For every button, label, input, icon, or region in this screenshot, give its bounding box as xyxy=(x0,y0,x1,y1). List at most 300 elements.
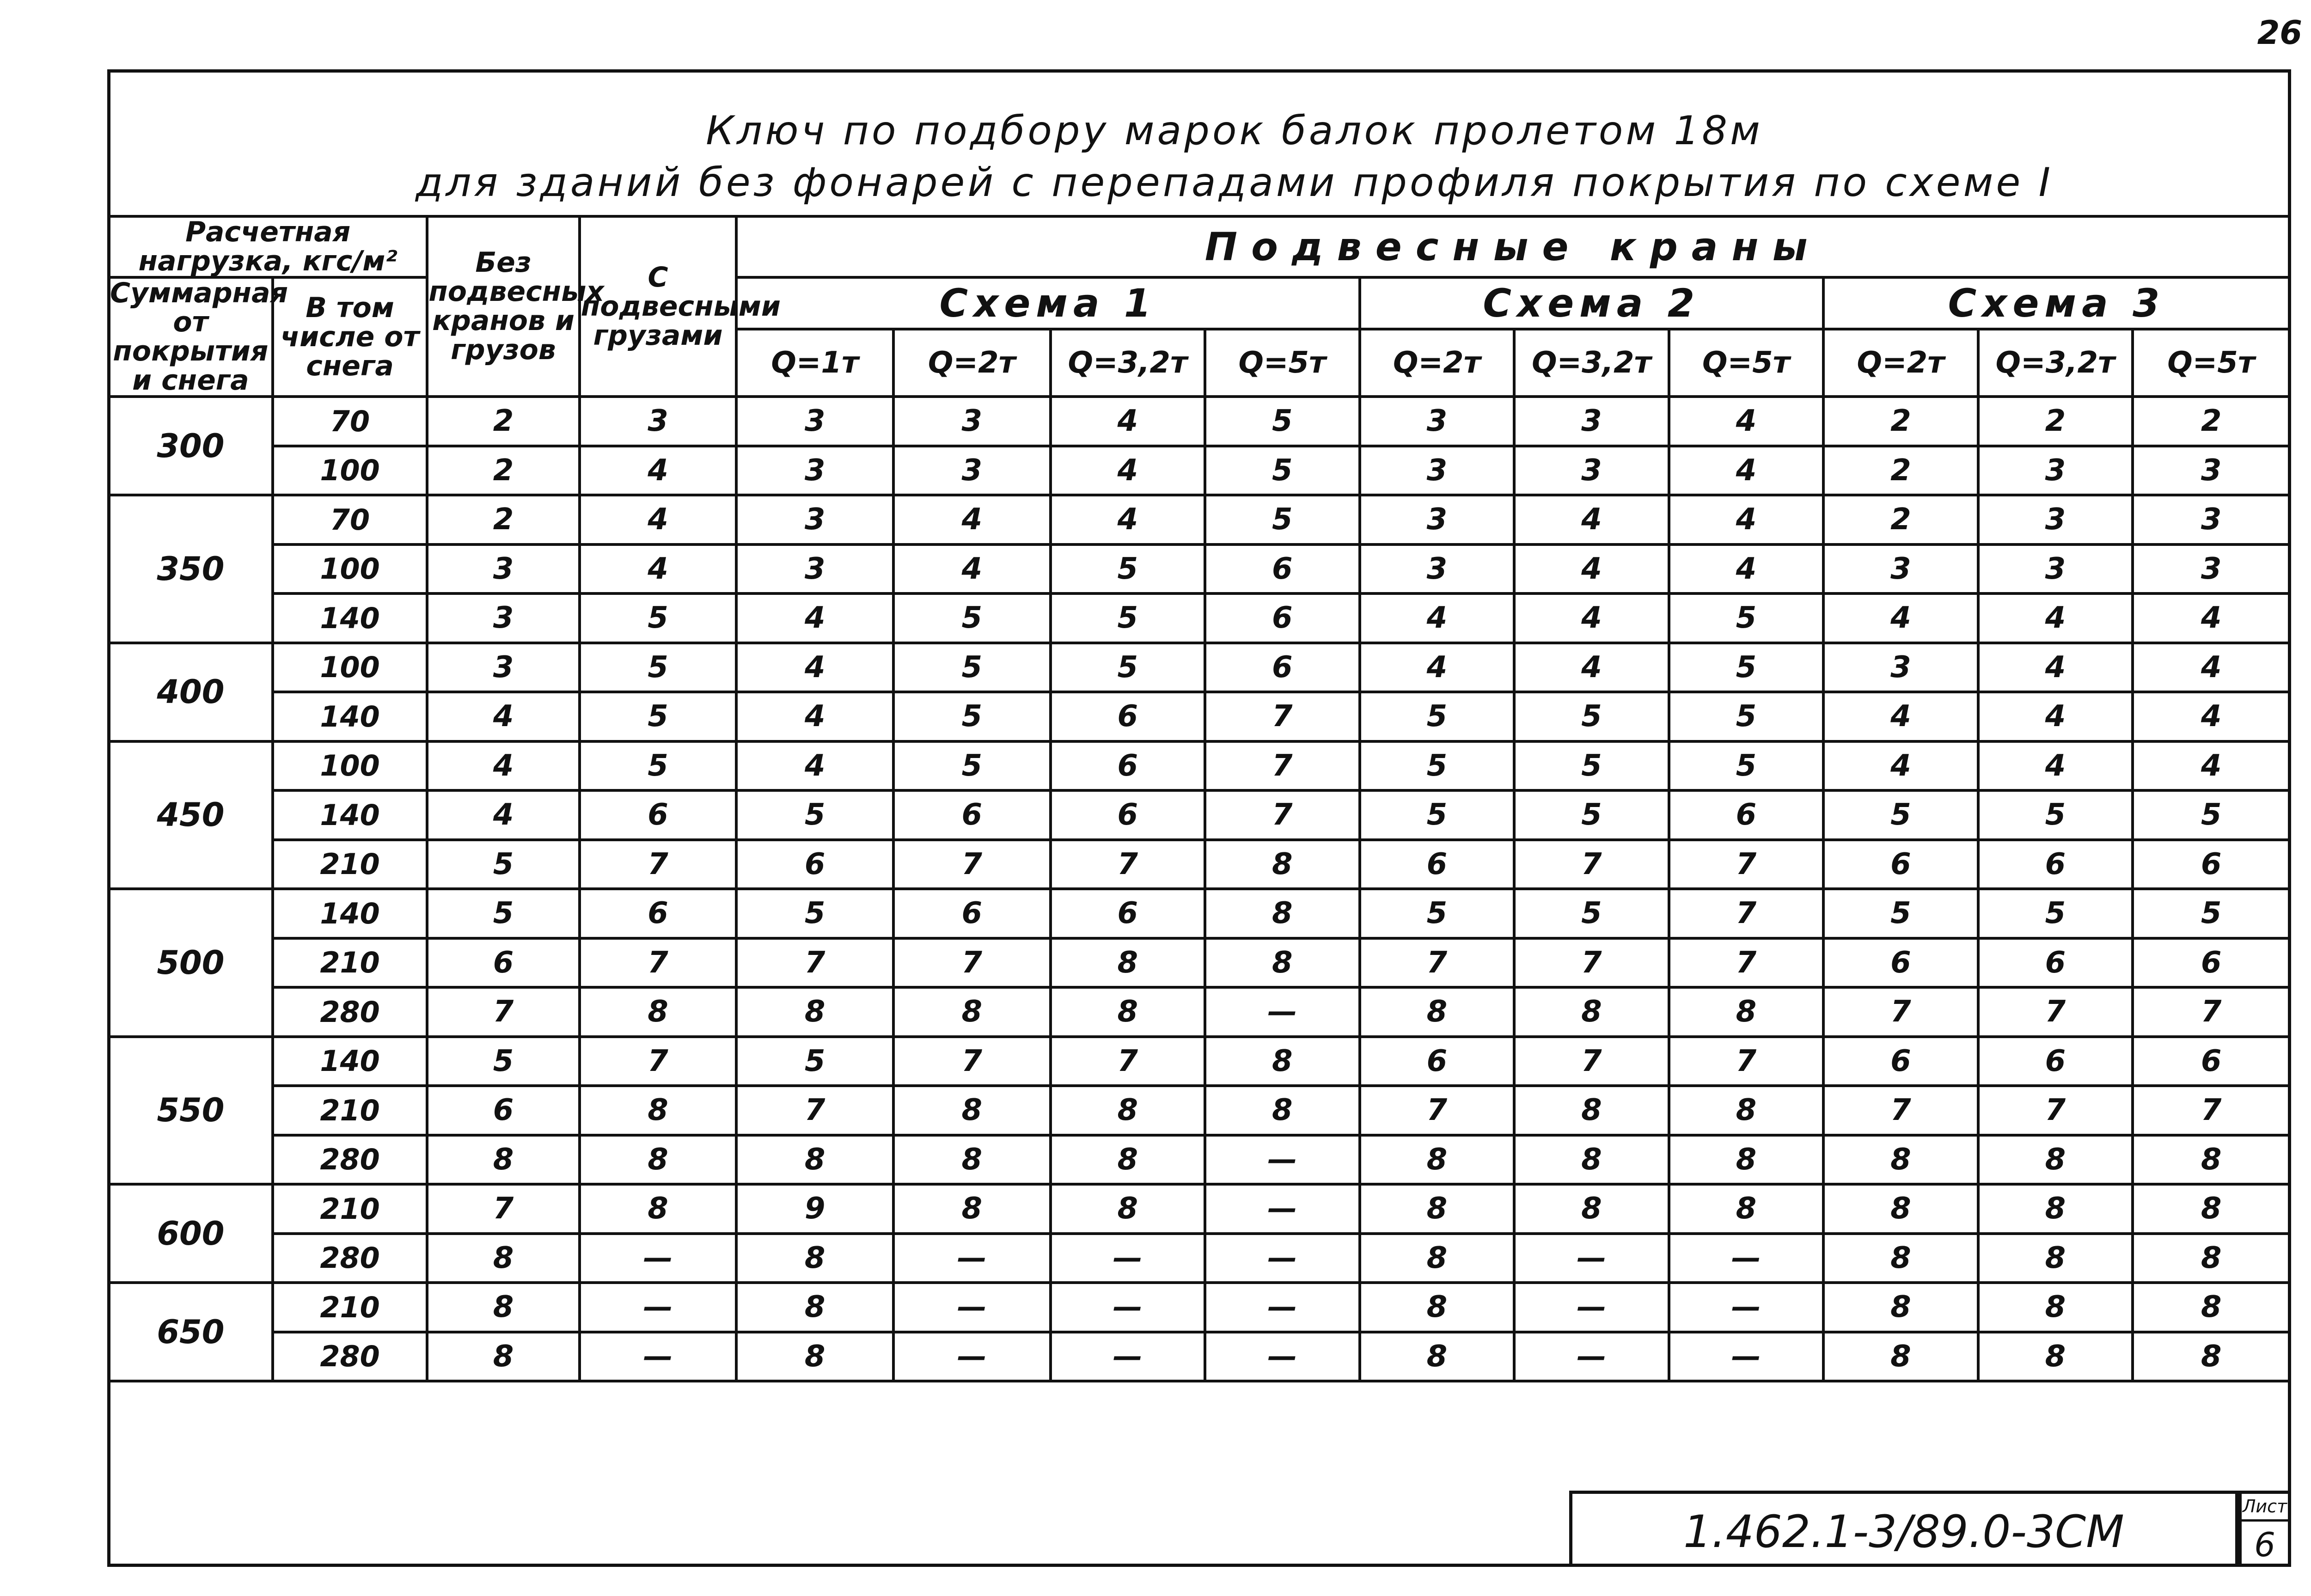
beam-grade-cell: 5 xyxy=(1051,544,1205,594)
beam-grade-cell: 4 xyxy=(1669,544,1824,594)
beam-grade-cell: 4 xyxy=(736,692,893,741)
beam-grade-cell: 6 xyxy=(1823,1037,1978,1086)
table-row xyxy=(109,741,2290,791)
snow-load-cell: 280 xyxy=(273,1234,428,1283)
total-load-cell: 400 xyxy=(109,643,273,741)
beam-grade-cell: 8 xyxy=(580,1135,737,1185)
beam-grade-cell: 5 xyxy=(1360,889,1515,938)
beam-grade-cell: 5 xyxy=(1514,741,1669,791)
beam-grade-cell: 8 xyxy=(1205,840,1360,889)
beam-grade-cell: 8 xyxy=(427,1332,579,1382)
table-row xyxy=(109,1184,2290,1234)
table-row xyxy=(109,692,2290,741)
beam-grade-cell: 5 xyxy=(893,593,1051,643)
header-design-load: Расчетная нагрузка, кгс/м² xyxy=(109,216,427,277)
total-load-cell: 550 xyxy=(109,1037,273,1185)
snow-load-cell: 70 xyxy=(273,495,428,544)
beam-grade-cell: 4 xyxy=(1514,643,1669,692)
beam-grade-cell: 6 xyxy=(1360,1037,1515,1086)
beam-grade-cell: 2 xyxy=(427,446,579,495)
table-row xyxy=(109,889,2290,938)
beam-grade-cell: 6 xyxy=(1205,643,1360,692)
beam-grade-cell: 5 xyxy=(1669,741,1824,791)
beam-grade-cell: — xyxy=(1514,1234,1669,1283)
beam-grade-cell: 5 xyxy=(427,1037,579,1086)
beam-grade-cell: 8 xyxy=(1669,1184,1824,1234)
beam-grade-cell: 2 xyxy=(1978,397,2133,446)
beam-grade-cell: 4 xyxy=(580,544,737,594)
beam-grade-cell: 6 xyxy=(1051,790,1205,840)
beam-grade-cell: 4 xyxy=(736,741,893,791)
beam-grade-cell: 8 xyxy=(1978,1234,2133,1283)
beam-grade-cell: 3 xyxy=(580,397,737,446)
beam-grade-cell: 2 xyxy=(427,495,579,544)
beam-grade-cell: 8 xyxy=(736,1332,893,1382)
beam-grade-cell: 8 xyxy=(2133,1283,2290,1332)
beam-grade-cell: — xyxy=(893,1283,1051,1332)
beam-grade-cell: 8 xyxy=(736,987,893,1037)
beam-grade-cell: 8 xyxy=(2133,1135,2290,1185)
beam-grade-cell: 4 xyxy=(1514,593,1669,643)
title-line-1: Ключ по подбору марок балок пролетом 18м xyxy=(706,108,1763,154)
beam-grade-cell: 5 xyxy=(427,840,579,889)
beam-grade-cell: 9 xyxy=(736,1184,893,1234)
beam-grade-cell: 4 xyxy=(427,790,579,840)
snow-load-cell: 140 xyxy=(273,692,428,741)
beam-grade-cell: 4 xyxy=(2133,643,2290,692)
beam-grade-cell: 8 xyxy=(1051,938,1205,988)
beam-grade-cell: 6 xyxy=(1051,692,1205,741)
table-row xyxy=(109,1086,2290,1135)
beam-grade-cell: 7 xyxy=(893,1037,1051,1086)
beam-grade-cell: 7 xyxy=(427,1184,579,1234)
beam-grade-cell: — xyxy=(893,1234,1051,1283)
beam-grade-cell: 7 xyxy=(580,840,737,889)
beam-grade-cell: 5 xyxy=(580,593,737,643)
beam-grade-cell: 7 xyxy=(1514,938,1669,988)
beam-grade-cell: — xyxy=(580,1332,737,1382)
beam-grade-cell: 3 xyxy=(1360,544,1515,594)
beam-grade-cell: 3 xyxy=(1360,397,1515,446)
beam-selection-table xyxy=(107,215,2291,1382)
total-load-cell: 350 xyxy=(109,495,273,643)
beam-grade-cell: 8 xyxy=(427,1283,579,1332)
snow-load-cell: 100 xyxy=(273,643,428,692)
beam-grade-cell: 5 xyxy=(1978,790,2133,840)
beam-grade-cell: 8 xyxy=(893,1086,1051,1135)
beam-grade-cell: 7 xyxy=(1514,840,1669,889)
beam-grade-cell: 7 xyxy=(1205,790,1360,840)
table-row xyxy=(109,938,2290,988)
snow-load-cell: 280 xyxy=(273,1332,428,1382)
total-load-cell: 500 xyxy=(109,889,273,1037)
table-row xyxy=(109,397,2290,446)
header-scheme-3: Схема 3 xyxy=(1823,277,2290,329)
header-scheme-2: Схема 2 xyxy=(1360,277,1824,329)
beam-grade-cell: 8 xyxy=(1669,1135,1824,1185)
table-row xyxy=(109,1234,2290,1283)
beam-grade-cell: 4 xyxy=(1360,643,1515,692)
title-line-2: для зданий без фонарей с перепадами профиля покрытия по схеме I xyxy=(416,159,2053,206)
beam-grade-cell: 3 xyxy=(427,593,579,643)
beam-grade-cell: 8 xyxy=(1205,889,1360,938)
header-incl-snow: В том числе от снега xyxy=(273,277,428,397)
beam-grade-cell: 8 xyxy=(1669,1086,1824,1135)
beam-grade-cell: 4 xyxy=(736,593,893,643)
beam-grade-cell: 4 xyxy=(1978,692,2133,741)
table-row xyxy=(109,544,2290,594)
beam-grade-cell: 8 xyxy=(893,987,1051,1037)
snow-load-cell: 210 xyxy=(273,1086,428,1135)
beam-grade-cell: 5 xyxy=(1051,643,1205,692)
table-row xyxy=(109,790,2290,840)
header-capacity-s3-1: Q=3,2т xyxy=(1978,329,2133,397)
beam-grade-cell: — xyxy=(1205,1234,1360,1283)
beam-grade-cell: 7 xyxy=(1205,692,1360,741)
snow-load-cell: 210 xyxy=(273,938,428,988)
beam-grade-cell: 6 xyxy=(1051,741,1205,791)
beam-grade-cell: 6 xyxy=(2133,840,2290,889)
table-row xyxy=(109,643,2290,692)
beam-grade-cell: 8 xyxy=(1051,1086,1205,1135)
beam-grade-cell: 5 xyxy=(580,643,737,692)
beam-grade-cell: 8 xyxy=(1978,1184,2133,1234)
beam-grade-cell: 5 xyxy=(1360,692,1515,741)
beam-grade-cell: 4 xyxy=(1051,495,1205,544)
beam-grade-cell: 5 xyxy=(736,790,893,840)
beam-grade-cell: 5 xyxy=(1205,495,1360,544)
beam-grade-cell: 7 xyxy=(1205,741,1360,791)
beam-grade-cell: 8 xyxy=(1205,938,1360,988)
beam-grade-cell: 8 xyxy=(1360,1234,1515,1283)
beam-grade-cell: 6 xyxy=(736,840,893,889)
beam-grade-cell: 3 xyxy=(736,446,893,495)
beam-grade-cell: 4 xyxy=(1823,593,1978,643)
beam-grade-cell: 4 xyxy=(1978,593,2133,643)
beam-grade-cell: 4 xyxy=(1823,741,1978,791)
beam-grade-cell: 5 xyxy=(1514,692,1669,741)
beam-grade-cell: 6 xyxy=(1823,938,1978,988)
beam-grade-cell: 5 xyxy=(1205,446,1360,495)
page-number: 26 xyxy=(2257,14,2302,52)
beam-grade-cell: 7 xyxy=(1823,1086,1978,1135)
beam-grade-cell: 8 xyxy=(2133,1234,2290,1283)
beam-grade-cell: 8 xyxy=(1205,1086,1360,1135)
beam-grade-cell: 5 xyxy=(893,741,1051,791)
header-with-loads: С подвесными грузами xyxy=(580,216,737,397)
beam-grade-cell: 8 xyxy=(1360,1332,1515,1382)
beam-grade-cell: 8 xyxy=(1360,987,1515,1037)
beam-grade-cell: 4 xyxy=(427,741,579,791)
beam-grade-cell: 8 xyxy=(1360,1135,1515,1185)
total-load-cell: 600 xyxy=(109,1184,273,1283)
sheet-label: Лист xyxy=(2242,1494,2288,1522)
snow-load-cell: 140 xyxy=(273,1037,428,1086)
beam-grade-cell: 5 xyxy=(1823,889,1978,938)
table-row xyxy=(109,1037,2290,1086)
snow-load-cell: 280 xyxy=(273,1135,428,1185)
page-title xyxy=(0,105,2311,209)
header-capacity-s1-1: Q=2т xyxy=(893,329,1051,397)
beam-grade-cell: 6 xyxy=(1205,544,1360,594)
beam-grade-cell: 6 xyxy=(580,889,737,938)
beam-grade-cell: 4 xyxy=(2133,741,2290,791)
beam-grade-cell: 8 xyxy=(580,987,737,1037)
beam-grade-cell: 8 xyxy=(1514,1086,1669,1135)
beam-grade-cell: 6 xyxy=(1823,840,1978,889)
beam-grade-cell: — xyxy=(1669,1283,1824,1332)
snow-load-cell: 210 xyxy=(273,1184,428,1234)
header-cranes: Подвесные краны xyxy=(736,216,2290,277)
beam-grade-cell: 8 xyxy=(1360,1184,1515,1234)
header-no-cranes: Без подвесных кранов и грузов xyxy=(427,216,579,397)
beam-grade-cell: 6 xyxy=(1051,889,1205,938)
beam-grade-cell: 7 xyxy=(736,1086,893,1135)
beam-grade-cell: 3 xyxy=(1823,544,1978,594)
beam-grade-cell: 6 xyxy=(1360,840,1515,889)
beam-grade-cell: 8 xyxy=(1823,1332,1978,1382)
beam-grade-cell: 3 xyxy=(1978,544,2133,594)
beam-grade-cell: 8 xyxy=(736,1135,893,1185)
total-load-cell: 650 xyxy=(109,1283,273,1381)
beam-grade-cell: 6 xyxy=(2133,938,2290,988)
beam-grade-cell: 5 xyxy=(893,692,1051,741)
beam-grade-cell: 7 xyxy=(1978,1086,2133,1135)
snow-load-cell: 100 xyxy=(273,446,428,495)
table-row xyxy=(109,1332,2290,1382)
snow-load-cell: 140 xyxy=(273,889,428,938)
beam-grade-cell: 7 xyxy=(1823,987,1978,1037)
beam-grade-cell: 4 xyxy=(1669,446,1824,495)
beam-grade-cell: 7 xyxy=(1514,1037,1669,1086)
beam-grade-cell: 8 xyxy=(1051,987,1205,1037)
beam-grade-cell: 5 xyxy=(1360,741,1515,791)
beam-grade-cell: 8 xyxy=(2133,1184,2290,1234)
beam-grade-cell: 8 xyxy=(1514,1135,1669,1185)
beam-grade-cell: 8 xyxy=(1051,1135,1205,1185)
beam-grade-cell: 2 xyxy=(2133,397,2290,446)
beam-grade-cell: 4 xyxy=(893,495,1051,544)
beam-grade-cell: 2 xyxy=(1823,495,1978,544)
beam-grade-cell: 8 xyxy=(1205,1037,1360,1086)
beam-grade-cell: 7 xyxy=(580,1037,737,1086)
beam-grade-cell: 3 xyxy=(1514,397,1669,446)
beam-grade-cell: 2 xyxy=(1823,397,1978,446)
beam-grade-cell: — xyxy=(1051,1234,1205,1283)
header-capacity-s1-2: Q=3,2т xyxy=(1051,329,1205,397)
table-row xyxy=(109,495,2290,544)
beam-grade-cell: 6 xyxy=(580,790,737,840)
header-capacity-s3-0: Q=2т xyxy=(1823,329,1978,397)
beam-grade-cell: 4 xyxy=(580,446,737,495)
beam-grade-cell: 4 xyxy=(1360,593,1515,643)
beam-grade-cell: 5 xyxy=(1514,889,1669,938)
beam-grade-cell: 8 xyxy=(427,1135,579,1185)
header-capacity-s1-0: Q=1т xyxy=(736,329,893,397)
total-load-cell: 450 xyxy=(109,741,273,889)
beam-grade-cell: 6 xyxy=(1669,790,1824,840)
beam-grade-cell: 7 xyxy=(1051,840,1205,889)
beam-grade-cell: 3 xyxy=(1514,446,1669,495)
beam-grade-cell: 8 xyxy=(1978,1332,2133,1382)
beam-grade-cell: 8 xyxy=(1823,1135,1978,1185)
beam-grade-cell: 5 xyxy=(1978,889,2133,938)
beam-grade-cell: 4 xyxy=(1514,544,1669,594)
beam-grade-cell: — xyxy=(1205,987,1360,1037)
beam-grade-cell: 4 xyxy=(1669,397,1824,446)
beam-grade-cell: 8 xyxy=(1978,1283,2133,1332)
beam-grade-cell: 4 xyxy=(2133,692,2290,741)
header-capacity-s2-2: Q=5т xyxy=(1669,329,1824,397)
beam-grade-cell: 2 xyxy=(1823,446,1978,495)
snow-load-cell: 210 xyxy=(273,840,428,889)
table-row xyxy=(109,446,2290,495)
beam-grade-cell: 4 xyxy=(1514,495,1669,544)
beam-grade-cell: — xyxy=(580,1234,737,1283)
snow-load-cell: 210 xyxy=(273,1283,428,1332)
beam-grade-cell: 8 xyxy=(1978,1135,2133,1185)
sheet-number: 6 xyxy=(2254,1525,2275,1564)
snow-load-cell: 70 xyxy=(273,397,428,446)
header-scheme-1: Схема 1 xyxy=(736,277,1359,329)
beam-grade-cell: 4 xyxy=(736,643,893,692)
header-capacity-s2-0: Q=2т xyxy=(1360,329,1515,397)
beam-grade-cell: 6 xyxy=(1978,938,2133,988)
beam-grade-cell: 6 xyxy=(427,938,579,988)
beam-grade-cell: 8 xyxy=(736,1234,893,1283)
beam-grade-cell: 3 xyxy=(2133,495,2290,544)
beam-grade-cell: 4 xyxy=(1669,495,1824,544)
beam-grade-cell: 5 xyxy=(1514,790,1669,840)
snow-load-cell: 140 xyxy=(273,790,428,840)
beam-grade-cell: 7 xyxy=(2133,987,2290,1037)
beam-grade-cell: 5 xyxy=(1360,790,1515,840)
beam-grade-cell: 8 xyxy=(736,1283,893,1332)
beam-grade-cell: 3 xyxy=(1360,446,1515,495)
beam-grade-cell: 7 xyxy=(2133,1086,2290,1135)
beam-grade-cell: 2 xyxy=(427,397,579,446)
beam-grade-cell: 7 xyxy=(1360,1086,1515,1135)
header-capacity-s1-3: Q=5т xyxy=(1205,329,1360,397)
beam-grade-cell: 4 xyxy=(893,544,1051,594)
beam-grade-cell: 3 xyxy=(736,544,893,594)
header-capacity-s2-1: Q=3,2т xyxy=(1514,329,1669,397)
beam-grade-cell: 5 xyxy=(1669,593,1824,643)
snow-load-cell: 280 xyxy=(273,987,428,1037)
beam-grade-cell: — xyxy=(1205,1283,1360,1332)
beam-grade-cell: 6 xyxy=(1205,593,1360,643)
sheet-box xyxy=(2238,1491,2291,1567)
beam-grade-cell: — xyxy=(1514,1283,1669,1332)
beam-grade-cell: 7 xyxy=(1669,1037,1824,1086)
beam-grade-cell: 7 xyxy=(1360,938,1515,988)
beam-grade-cell: 8 xyxy=(580,1184,737,1234)
beam-grade-cell: 8 xyxy=(1514,1184,1669,1234)
beam-grade-cell: 6 xyxy=(427,1086,579,1135)
beam-grade-cell: 5 xyxy=(580,692,737,741)
beam-grade-cell: 8 xyxy=(1823,1184,1978,1234)
beam-grade-cell: 4 xyxy=(2133,593,2290,643)
beam-grade-cell: 5 xyxy=(427,889,579,938)
table-row xyxy=(109,987,2290,1037)
beam-grade-cell: 8 xyxy=(1051,1184,1205,1234)
beam-grade-cell: 4 xyxy=(580,495,737,544)
beam-grade-cell: — xyxy=(1051,1332,1205,1382)
beam-grade-cell: 3 xyxy=(1978,495,2133,544)
table-row xyxy=(109,1135,2290,1185)
beam-grade-cell: 5 xyxy=(736,1037,893,1086)
beam-grade-cell: 5 xyxy=(2133,790,2290,840)
snow-load-cell: 100 xyxy=(273,544,428,594)
beam-grade-cell: 8 xyxy=(1514,987,1669,1037)
table-row xyxy=(109,840,2290,889)
beam-grade-cell: 3 xyxy=(1360,495,1515,544)
beam-grade-cell: 6 xyxy=(1978,840,2133,889)
beam-grade-cell: — xyxy=(893,1332,1051,1382)
beam-grade-cell: 8 xyxy=(1823,1283,1978,1332)
beam-grade-cell: 8 xyxy=(427,1234,579,1283)
beam-grade-cell: — xyxy=(1669,1234,1824,1283)
beam-grade-cell: 5 xyxy=(1669,643,1824,692)
beam-grade-cell: 8 xyxy=(893,1184,1051,1234)
beam-grade-cell: 7 xyxy=(1669,938,1824,988)
beam-grade-cell: — xyxy=(1669,1332,1824,1382)
beam-grade-cell: 3 xyxy=(427,544,579,594)
beam-grade-cell: 3 xyxy=(2133,544,2290,594)
beam-grade-cell: 5 xyxy=(2133,889,2290,938)
table-body xyxy=(109,397,2290,1381)
beam-grade-cell: 3 xyxy=(736,495,893,544)
beam-grade-cell: — xyxy=(1051,1283,1205,1332)
beam-grade-cell: — xyxy=(580,1283,737,1332)
beam-grade-cell: 4 xyxy=(1051,446,1205,495)
beam-grade-cell: 8 xyxy=(580,1086,737,1135)
beam-grade-cell: 4 xyxy=(427,692,579,741)
beam-grade-cell: 3 xyxy=(2133,446,2290,495)
header-capacity-s3-2: Q=5т xyxy=(2133,329,2290,397)
snow-load-cell: 140 xyxy=(273,593,428,643)
beam-grade-cell: 7 xyxy=(580,938,737,988)
beam-grade-cell: 7 xyxy=(736,938,893,988)
beam-grade-cell: 7 xyxy=(1978,987,2133,1037)
beam-grade-cell: 5 xyxy=(1823,790,1978,840)
beam-grade-cell: 5 xyxy=(580,741,737,791)
beam-grade-cell: 6 xyxy=(2133,1037,2290,1086)
beam-grade-cell: 7 xyxy=(1669,889,1824,938)
beam-grade-cell: 7 xyxy=(1051,1037,1205,1086)
beam-grade-cell: 8 xyxy=(2133,1332,2290,1382)
beam-grade-cell: 4 xyxy=(1823,692,1978,741)
beam-grade-cell: 3 xyxy=(893,397,1051,446)
beam-grade-cell: 4 xyxy=(1051,397,1205,446)
document-designation: 1.462.1-3/89.0-3СМ xyxy=(1569,1491,2238,1567)
beam-grade-cell: 7 xyxy=(893,840,1051,889)
beam-grade-cell: 5 xyxy=(736,889,893,938)
beam-grade-cell: 6 xyxy=(893,790,1051,840)
table-row xyxy=(109,1283,2290,1332)
beam-grade-cell: — xyxy=(1205,1332,1360,1382)
beam-grade-cell: 4 xyxy=(1978,741,2133,791)
beam-grade-cell: 7 xyxy=(1669,840,1824,889)
table-row xyxy=(109,593,2290,643)
beam-grade-cell: 3 xyxy=(893,446,1051,495)
beam-grade-cell: — xyxy=(1205,1135,1360,1185)
beam-grade-cell: 5 xyxy=(893,643,1051,692)
beam-grade-cell: 8 xyxy=(1360,1283,1515,1332)
beam-grade-cell: 3 xyxy=(1823,643,1978,692)
beam-grade-cell: 5 xyxy=(1669,692,1824,741)
beam-grade-cell: 6 xyxy=(893,889,1051,938)
